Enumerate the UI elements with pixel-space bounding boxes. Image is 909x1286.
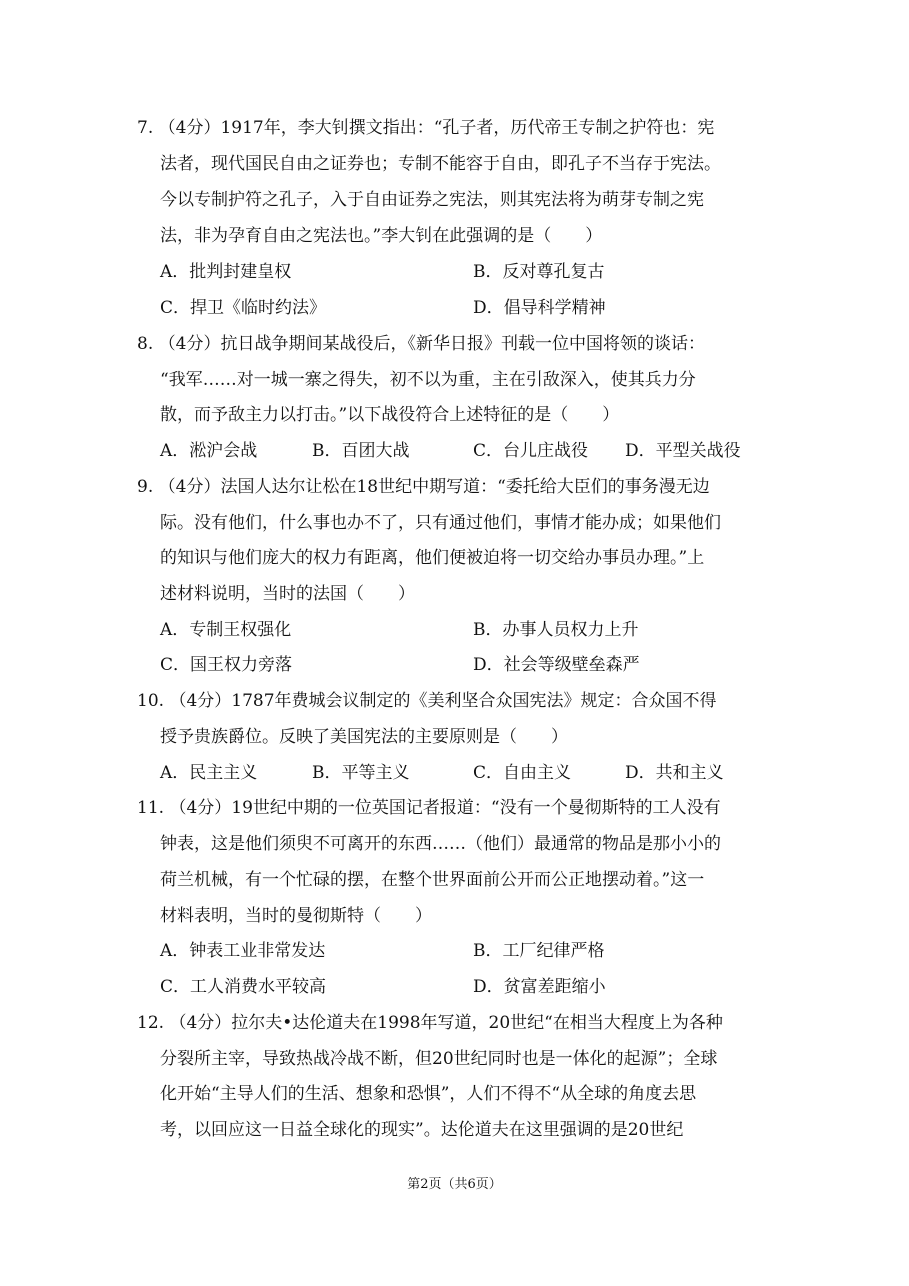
- option-d[interactable]: D．平型关战役: [625, 441, 741, 461]
- question-text-line: 授予贵族爵位。反映了美国宪法的主要原则是（ ）: [160, 727, 568, 747]
- question-text-line: 的知识与他们庞大的权力有距离，他们便被迫将一切交给办事员办理。”上: [160, 548, 705, 568]
- option-b[interactable]: B．办事人员权力上升: [473, 620, 639, 640]
- option-b[interactable]: B．平等主义: [312, 763, 410, 783]
- question-text-line: 化开始“主导人们的生活、想象和恐惧”，人们不得不“从全球的角度去思: [160, 1084, 697, 1104]
- option-a[interactable]: A．民主主义: [160, 763, 258, 783]
- question-text-line: 荷兰机械，有一个忙碌的摆，在整个世界面前公开而公正地摆动着。”这一: [160, 870, 705, 890]
- question-text-line: 12. （4分）拉尔夫•达伦道夫在1998年写道，20世纪“在相当大程度上为各种: [137, 1013, 723, 1033]
- option-b[interactable]: B．百团大战: [312, 441, 410, 461]
- question-text-line: 述材料说明，当时的法国（ ）: [160, 584, 415, 604]
- question-text-line: 际。没有他们，什么事也办不了，只有通过他们，事情才能办成；如果他们: [160, 513, 721, 533]
- option-d[interactable]: D．社会等级壁垒森严: [473, 655, 640, 675]
- option-a[interactable]: A．钟表工业非常发达: [160, 941, 326, 961]
- option-a[interactable]: A．批判封建皇权: [160, 262, 292, 282]
- option-b[interactable]: B．反对尊孔复古: [473, 262, 605, 282]
- option-c[interactable]: C．捍卫《临时约法》: [160, 298, 327, 318]
- question-text-line: 9. （4分）法国人达尔让松在18世纪中期写道：“委托给大臣们的事务漫无边: [137, 477, 710, 497]
- question-text-line: 分裂所主宰，导致热战冷战不断，但20世纪同时也是一体化的起源”；全球: [160, 1049, 718, 1069]
- option-a[interactable]: A．淞沪会战: [160, 441, 258, 461]
- question-text-line: 法者，现代国民自由之证券也；专制不能容于自由，即孔子不当存于宪法。: [160, 154, 721, 174]
- question-text-line: 散，而予敌主力以打击。”以下战役符合上述特征的是（ ）: [160, 405, 620, 425]
- option-d[interactable]: D．贫富差距缩小: [473, 977, 606, 997]
- option-d[interactable]: D．倡导科学精神: [473, 298, 606, 318]
- option-c[interactable]: C．工人消费水平较高: [160, 977, 327, 997]
- option-c[interactable]: C．自由主义: [473, 763, 572, 783]
- page-footer: 第2页（共6页）: [407, 1177, 502, 1192]
- question-text-line: 法，非为孕育自由之宪法也。”李大钊在此强调的是（ ）: [160, 226, 603, 246]
- question-text-line: 今以专制护符之孔子，入于自由证券之宪法，则其宪法将为萌芽专制之宪: [160, 190, 704, 210]
- question-text-line: 11. （4分）19世纪中期的一位英国记者报道：“没有一个曼彻斯特的工人没有: [137, 798, 721, 818]
- option-c[interactable]: C．台儿庄战役: [473, 441, 589, 461]
- question-text-line: 材料表明，当时的曼彻斯特（ ）: [160, 906, 432, 926]
- option-b[interactable]: B．工厂纪律严格: [473, 941, 605, 961]
- option-a[interactable]: A．专制王权强化: [160, 620, 292, 640]
- question-text-line: 考，以回应这一日益全球化的现实”。达伦道夫在这里强调的是20世纪: [160, 1120, 684, 1140]
- option-c[interactable]: C．国王权力旁落: [160, 655, 293, 675]
- question-text-line: 钟表，这是他们须臾不可离开的东西……（他们）最通常的物品是那小小的: [160, 834, 721, 854]
- question-text-line: 10. （4分）1787年费城会议制定的《美利坚合众国宪法》规定：合众国不得: [137, 691, 717, 711]
- question-text-line: 8. （4分）抗日战争期间某战役后，《新华日报》刊载一位中国将领的谈话：: [137, 334, 705, 354]
- option-d[interactable]: D．共和主义: [625, 763, 724, 783]
- question-text-line: “我军……对一城一寨之得失，初不以为重，主在引敌深入，使其兵力分: [160, 370, 696, 390]
- question-text-line: 7. （4分）1917年，李大钊撰文指出：“孔子者，历代帝王专制之护符也：宪: [137, 118, 715, 138]
